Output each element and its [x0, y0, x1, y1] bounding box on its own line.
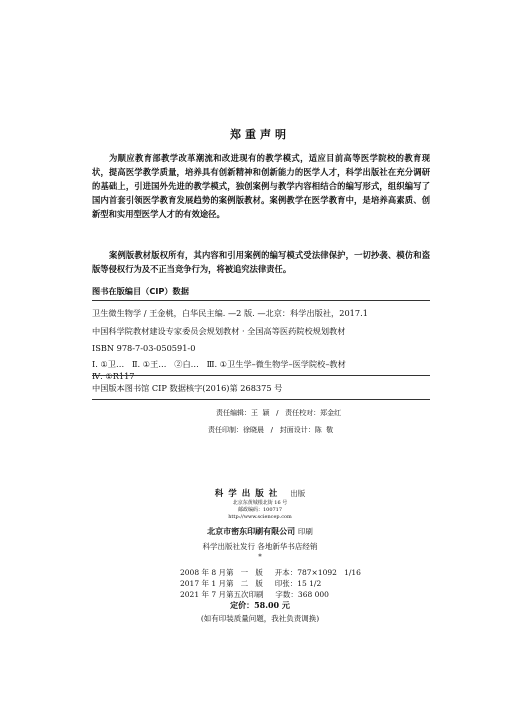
editor-credits: 责任编辑：王 颖 / 责任校对：郑金红 — [216, 409, 342, 417]
printer-suffix: 印刷 — [297, 527, 313, 536]
statement-paragraph-2: 案例版教材版权所有，其内容和引用案例的编写模式受法律保护，一切抄袭、模仿和盗版等侵权行为及不正当竞争行为，将被追究法律责任。 — [92, 250, 430, 274]
distribution-line: 科学出版社发行 各地新华书店经销 — [202, 542, 318, 551]
cip-isbn: ISBN 978-7-03-050591-0 — [92, 343, 196, 353]
divider — [92, 300, 430, 301]
cip-subjects-line-2: Ⅳ. ①R117 — [92, 371, 135, 381]
printer-name-text: 北京市密东印刷有限公司 — [207, 526, 296, 536]
edition-line-3: 2021 年 7 月第五次印刷 字数：368 000 — [180, 590, 329, 599]
publisher-name-text: 科学出版社 — [214, 489, 283, 499]
edition-line-1: 2008 年 8 月第 一 版 开本：787×1092 1/16 — [180, 568, 361, 577]
statement-paragraph-1: 为顺应教育部教学改革潮流和改进现有的教学模式，适应目前高等医学院校的教育现状，提高医学教学质量，培养具有创新精神和创新能力的医学人才，科学出版社在充分调研的基础上，引进国外先进的教学模式，独创案例与教学内容相结合的编写形式，组织编写了国内首套引领医学教育发展趋势的案例版教材。案例教学在医学教育中，是培养高素质、创新型和实用型医学人才的有效途径。 — [92, 153, 430, 219]
publisher-website: http://www.sciencep.com — [228, 514, 292, 520]
separator-star: * — [258, 553, 262, 561]
publisher-postcode: 邮政编码：100717 — [237, 507, 283, 513]
publisher-address: 北京东黄城根北街 16 号 — [232, 500, 288, 506]
price: 定价：58.00 元 — [230, 600, 290, 610]
cip-heading: 图书在版编目（CIP）数据 — [92, 286, 189, 296]
edition-line-2: 2017 年 1 月第 二 版 印张：15 1/2 — [180, 579, 322, 588]
cip-subjects — [92, 358, 430, 382]
cip-subjects-line-1: Ⅰ. ①卫… Ⅱ. ①王… ②白… Ⅲ. ①卫生学–微生物学–医学院校–教材 — [92, 359, 346, 369]
cip-series: 中国科学院教材建设专家委员会规划教材 · 全国高等医药院校规划教材 — [92, 326, 346, 336]
page-title: 郑重声明 — [230, 128, 290, 141]
production-credits: 责任印制：徐晓晨 / 封面设计：陈 敬 — [208, 426, 334, 434]
quality-notice: (如有印装质量问题，我社负责调换) — [200, 614, 320, 623]
publisher-suffix: 出版 — [290, 489, 306, 498]
divider — [92, 375, 430, 376]
printer-name — [0, 526, 520, 537]
cip-record: 中国版本图书馆 CIP 数据核字(2016)第 268375 号 — [92, 383, 283, 393]
cip-entry: 卫生微生物学 / 王金桃，白华民主编. —2 版. —北京：科学出版社，2017.1 — [92, 308, 368, 318]
divider — [92, 399, 430, 400]
publisher-name — [0, 487, 520, 499]
